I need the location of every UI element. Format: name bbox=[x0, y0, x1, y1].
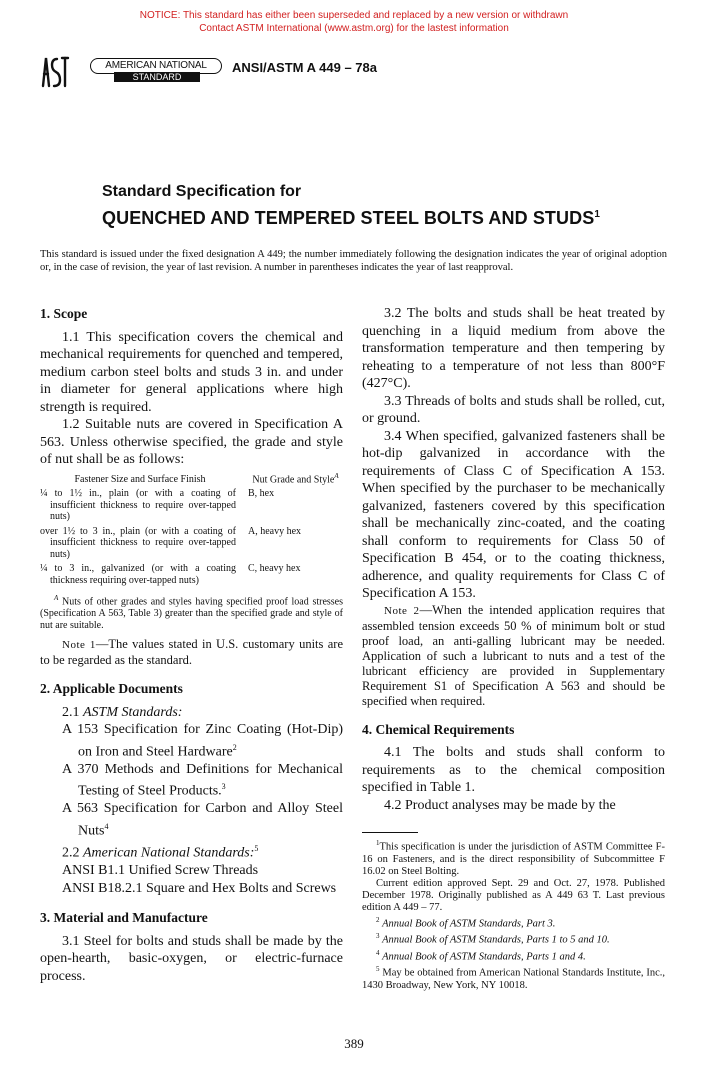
note-1-label: Note 1 bbox=[62, 639, 96, 652]
section-1-heading: 1. Scope bbox=[40, 306, 88, 321]
footnote-4-mark: 4 bbox=[376, 948, 380, 957]
nut-table-col2-header bbox=[240, 471, 343, 489]
ref-a370 bbox=[40, 761, 343, 801]
ref-b11: ANSI B1.1 Unified Screw Threads bbox=[62, 863, 259, 879]
nut-table-col2-header-text: Nut Grade and Style bbox=[252, 473, 335, 485]
footnotes bbox=[362, 837, 665, 992]
table-cell-nut: A, heavy hex bbox=[248, 525, 302, 537]
para-2-1-num: 2.1 bbox=[62, 704, 83, 720]
ref-a370-fn: 3 bbox=[221, 782, 226, 792]
table-row bbox=[40, 526, 343, 564]
footnote-2 bbox=[362, 914, 665, 931]
intro-paragraph: This standard is issued under the fixed designation A 449; the number immediately following the designation indicates the year of original adoption or, in the case of revision, the year of last revision. A number in parentheses indicates the year of last reapproval. bbox=[40, 249, 667, 273]
section-3-heading: 3. Material and Manufacture bbox=[40, 910, 208, 926]
badge-top: AMERICAN NATIONAL bbox=[90, 58, 222, 74]
para-3-3: 3.3 Threads of bolts and studs shall be rolled, cut, or ground. bbox=[362, 393, 665, 426]
table-cell-nut: C, heavy hex bbox=[248, 563, 301, 575]
note-2-label: Note 2 bbox=[384, 604, 420, 617]
footnote-2-mark: 2 bbox=[376, 915, 380, 924]
footnote-1-text: This specification is under the jurisdiction of ASTM Committee F-16 on Fasteners, and is the direct responsibility of Subcommittee F 16.02 on Steel Bolting. bbox=[362, 841, 665, 877]
nut-table bbox=[40, 471, 343, 590]
footnote-4 bbox=[362, 947, 665, 964]
title-line-2 bbox=[102, 208, 600, 229]
nut-table-col2-header-ref: A bbox=[334, 471, 339, 480]
table-footnote-text: Nuts of other grades and styles having specified proof load stresses (Specification A 563, Table 3) greater than the specified grade and style of nut are suitable. bbox=[40, 596, 343, 631]
footnote-1b: Current edition approved Sept. 29 and Oct. 27, 1978. Published December 1978. Originally published as A 449 63 T. Last previous edition A 449 – 77. bbox=[362, 877, 665, 913]
para-4-2: 4.2 Product analyses may be made by the bbox=[384, 797, 616, 813]
footnote-5-text: May be obtained from American National Standards Institute, Inc., 1430 Broadway, New York, NY 10018. bbox=[362, 967, 665, 991]
footnote-2-text: Annual Book of ASTM Standards, Part 3. bbox=[382, 918, 556, 929]
footnote-3 bbox=[362, 930, 665, 947]
ref-a563-text: A 563 Specification for Carbon and Alloy Steel Nuts bbox=[62, 801, 343, 839]
page-number: 389 bbox=[344, 1036, 364, 1051]
footnote-4-text: Annual Book of ASTM Standards, Parts 1 and 4. bbox=[382, 951, 586, 962]
footnote-1 bbox=[362, 837, 665, 878]
footnote-5 bbox=[362, 963, 665, 992]
table-cell-size: ¼ to 3 in., galvanized (or with a coating thickness requiring over-tapped nuts) bbox=[40, 563, 236, 586]
para-3-1: 3.1 Steel for bolts and studs shall be made by the open-hearth, basic-oxygen, or electric-furnace process. bbox=[40, 933, 343, 984]
table-row bbox=[40, 488, 343, 526]
footnote-5-mark: 5 bbox=[376, 965, 380, 973]
note-1 bbox=[40, 637, 343, 668]
note-2 bbox=[362, 603, 665, 709]
footnote-3-mark: 3 bbox=[376, 932, 380, 940]
para-1-1: 1.1 This specification covers the chemical and mechanical requirements for quenched and tempered, medium carbon steel bolts and studs 3 in. and under in diameter for general applications where high strength is required. bbox=[40, 329, 343, 415]
left-column bbox=[40, 305, 343, 985]
section-2-heading: 2. Applicable Documents bbox=[40, 681, 183, 697]
table-footnote bbox=[40, 593, 343, 631]
ref-a153 bbox=[40, 721, 343, 761]
table-cell-size: over 1½ to 3 in., plain (or with a coating of insufficient thickness to require over-tapped nuts) bbox=[40, 525, 236, 560]
title-line-1: Standard Specification for bbox=[102, 183, 302, 200]
para-3-2: 3.2 The bolts and studs shall be heat treated by quenching in a liquid medium from above the transformation temperature and then tempering by reheating to a temperature of not less than 800°F (427°C). bbox=[362, 306, 665, 391]
para-2-1-title: ASTM Standards: bbox=[83, 704, 183, 720]
note-2-text: —When the intended application requires that assembled tension exceeds 50 % of minimum bolt or stud proof load, an anti-galling lubricant may be needed. Application of such a lubricant to nuts and a test of the lubricant efficiency are provided in Supplementary Requirement S1 of Specification A 563 and should be specified when required. bbox=[362, 602, 665, 708]
ref-a563 bbox=[40, 800, 343, 840]
ref-a370-text: A 370 Methods and Definitions for Mechanical Testing of Steel Products. bbox=[62, 761, 343, 799]
right-column bbox=[362, 305, 665, 992]
section-4-heading: 4. Chemical Requirements bbox=[362, 721, 515, 737]
ref-a153-fn: 2 bbox=[232, 742, 237, 752]
badge-bottom: STANDARD bbox=[114, 72, 200, 82]
notice-line-2: Contact ASTM International (www.astm.org) for the lastest information bbox=[199, 23, 509, 34]
para-2-1 bbox=[40, 704, 343, 722]
ansi-badge bbox=[90, 58, 222, 82]
title-footnote-ref: 1 bbox=[594, 209, 601, 220]
footnote-3-text: Annual Book of ASTM Standards, Parts 1 to 5 and 10. bbox=[382, 934, 610, 946]
table-footnote-mark: A bbox=[54, 594, 59, 603]
para-2-2-num: 2.2 bbox=[62, 845, 83, 861]
footnote-1-mark: 1 bbox=[376, 839, 380, 847]
table-cell-nut: B, hex bbox=[248, 488, 275, 500]
ref-b18: ANSI B18.2.1 Square and Hex Bolts and Screws bbox=[62, 880, 337, 896]
table-row bbox=[40, 563, 343, 589]
para-3-4: 3.4 When specified, galvanized fasteners shall be hot-dip galvanized in accordance with the requirements of Class C of Specification A 153. When specified by the purchaser to be mechanically galvanized, fasteners covered by this specification shall be mechanically zinc-coated, and the coating shall conform to requirements for Class 50 of Specification B 454, or to the coating thickness, adherence, and quality requirements for Class C of Specification A 153. bbox=[362, 428, 665, 601]
para-2-2 bbox=[40, 840, 343, 862]
ref-a153-text: A 153 Specification for Zinc Coating (Hot-Dip) on Iron and Steel Hardware bbox=[62, 722, 343, 760]
ref-a563-fn: 4 bbox=[104, 821, 109, 831]
para-4-1: 4.1 The bolts and studs shall conform to requirements as to the chemical composition specified in Table 1. bbox=[362, 745, 665, 795]
notice-line-1: NOTICE: This standard has either been superseded and replaced by a new version or withdrawn bbox=[139, 10, 569, 21]
para-1-2: 1.2 Suitable nuts are covered in Specification A 563. Unless otherwise specified, the grade and style of nut shall be as follows: bbox=[40, 417, 343, 467]
para-2-2-title: American National Standards: bbox=[83, 845, 255, 861]
title-text: QUENCHED AND TEMPERED STEEL BOLTS AND STUDS bbox=[102, 208, 595, 228]
table-cell-size: ¼ to 1½ in., plain (or with a coating of insufficient thickness to require over-tapped nuts) bbox=[40, 488, 236, 523]
note-1-text: —The values stated in U.S. customary units are to be regarded as the standard. bbox=[40, 637, 343, 668]
designation: ANSI/ASTM A 449 – 78a bbox=[232, 60, 377, 75]
footnote-divider bbox=[362, 832, 418, 833]
nut-table-col1-header: Fastener Size and Surface Finish bbox=[74, 473, 206, 485]
para-2-2-fn: 5 bbox=[254, 844, 259, 854]
